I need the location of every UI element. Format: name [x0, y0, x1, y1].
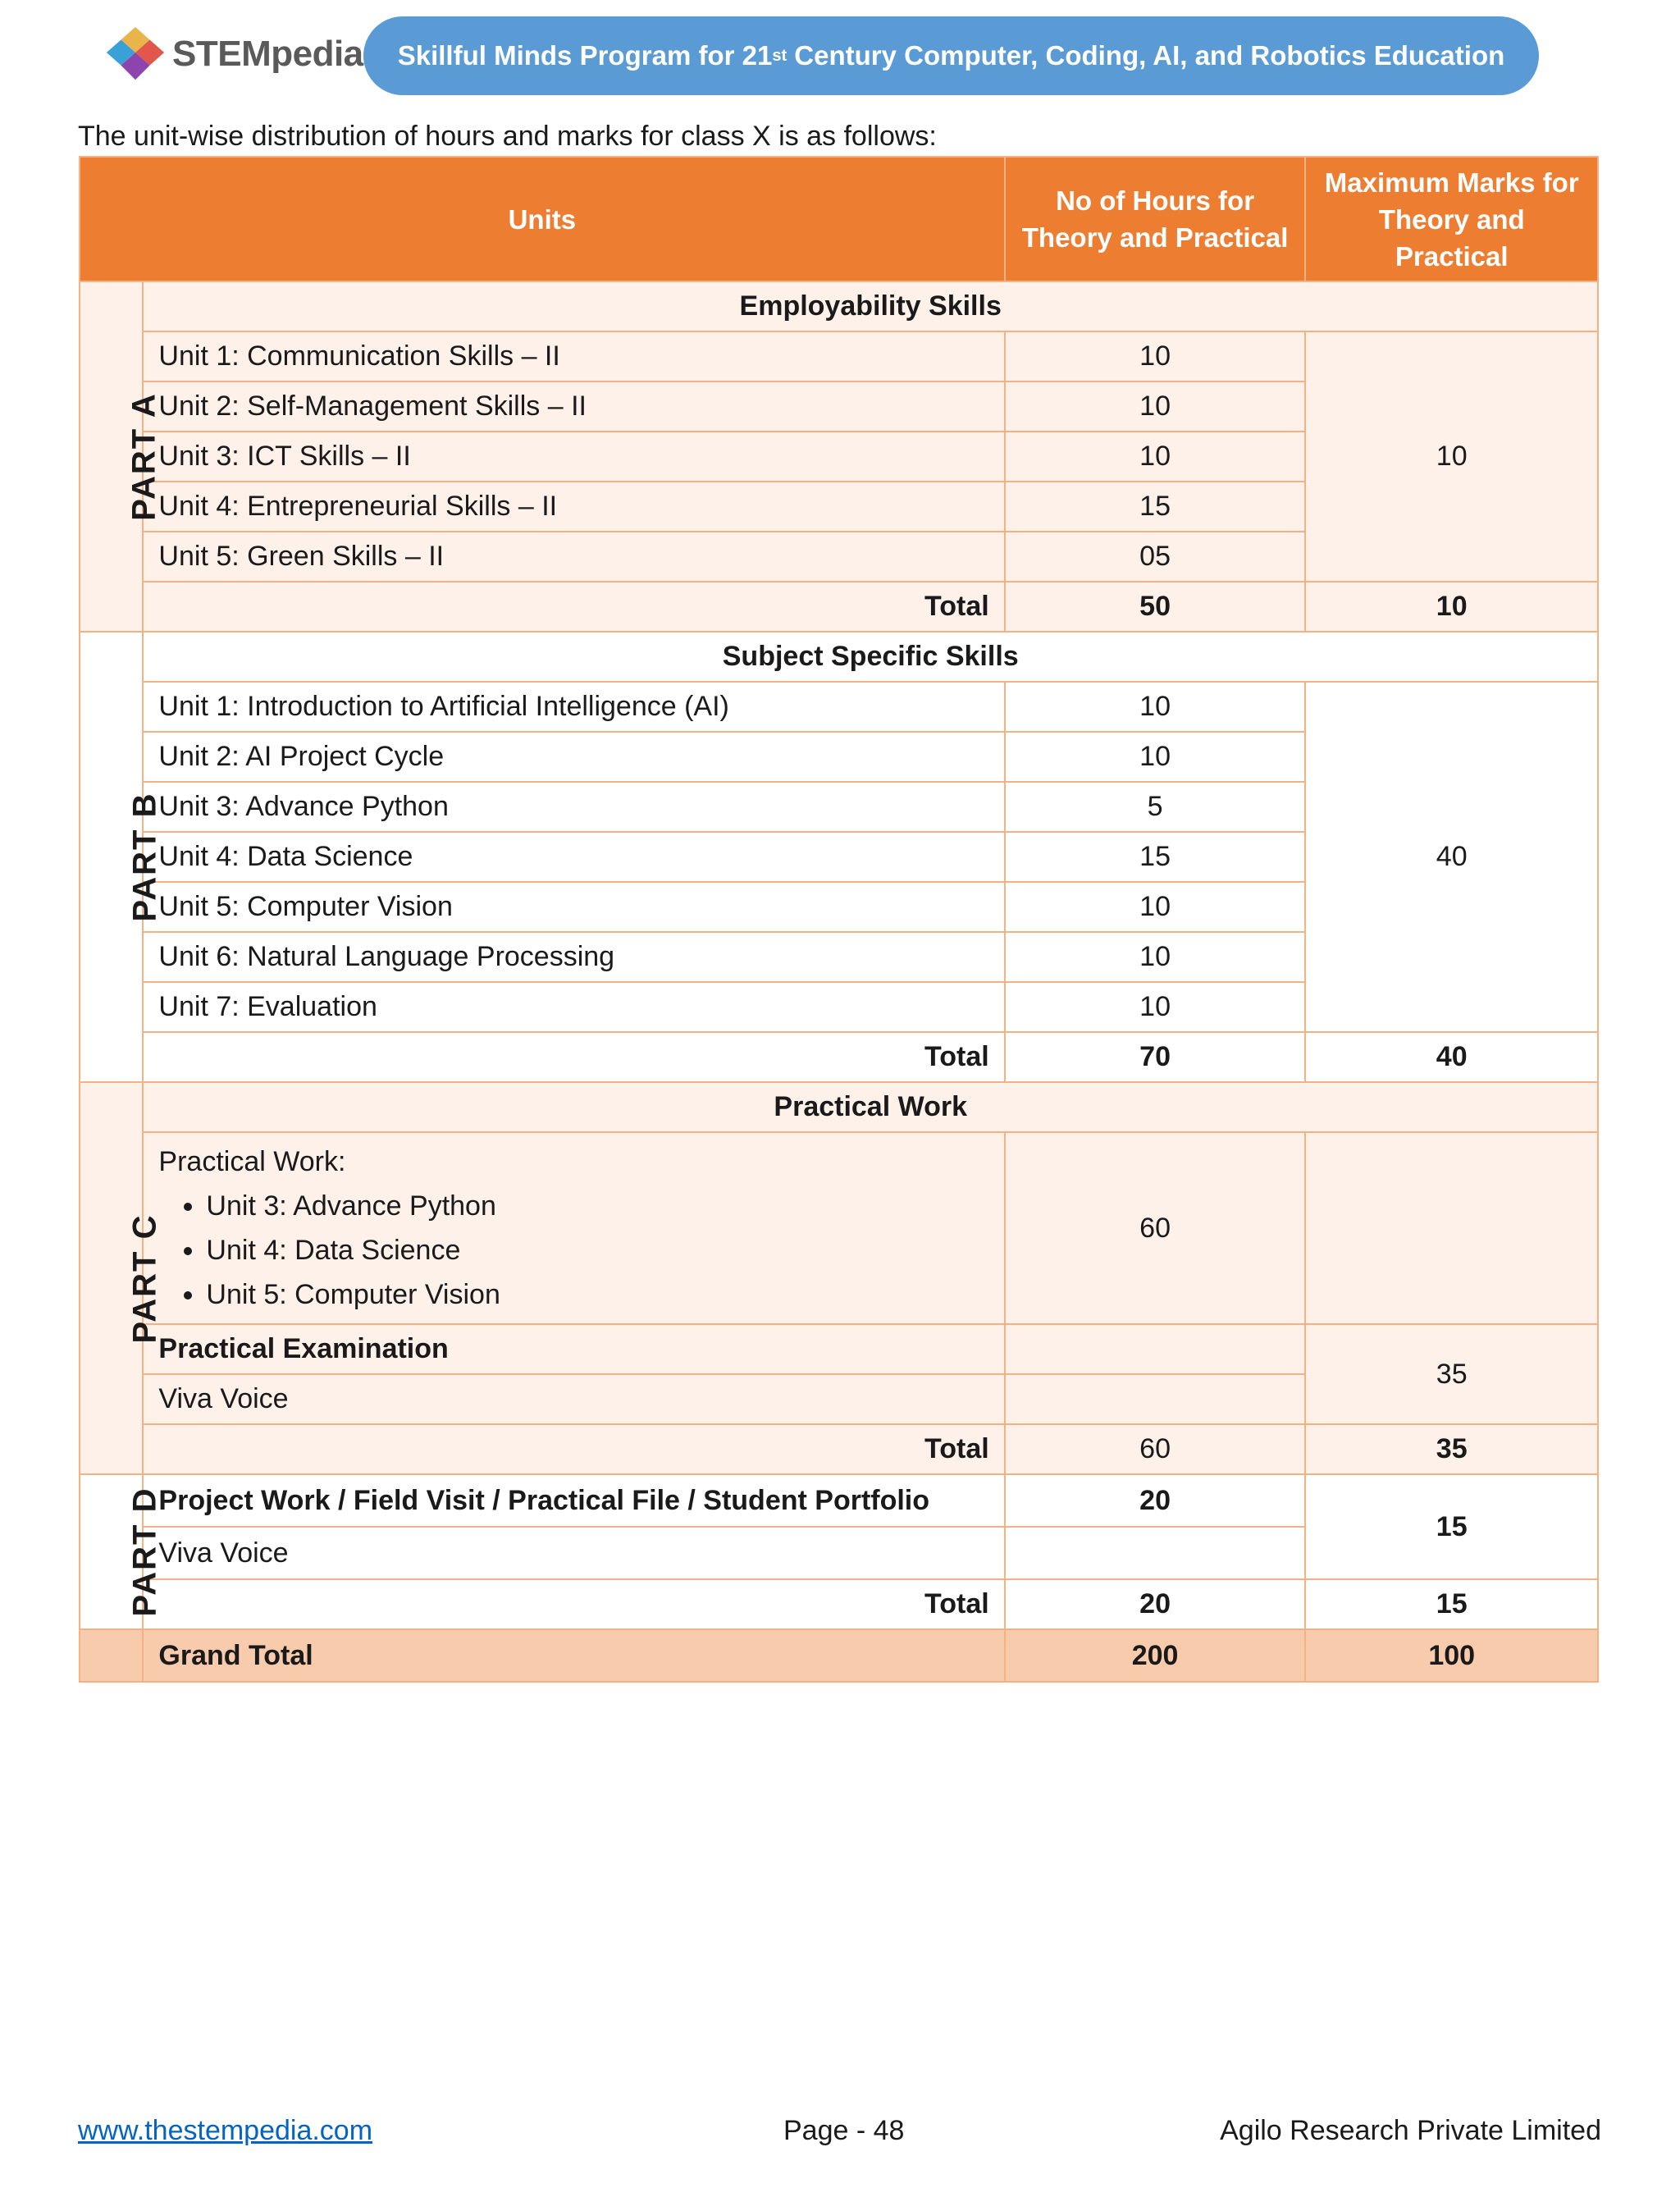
unit-name: Unit 1: Introduction to Artificial Intelligence (AI)	[143, 682, 1004, 732]
total-marks: 15	[1305, 1579, 1598, 1629]
part-c-heading: Practical Work	[143, 1082, 1598, 1132]
project-work-label: Project Work / Field Visit / Practical File / Student Portfolio	[143, 1474, 1004, 1527]
total-label: Total	[143, 1032, 1004, 1082]
unit-hours: 10	[1005, 381, 1306, 432]
total-hours: 20	[1005, 1579, 1306, 1629]
unit-name: Unit 7: Evaluation	[143, 982, 1004, 1032]
company-name: Agilo Research Private Limited	[1220, 2115, 1601, 2146]
table-row	[80, 331, 1598, 381]
practical-exam-row	[80, 1324, 1598, 1374]
header-marks: Maximum Marks for Theory and Practical	[1305, 157, 1598, 281]
unit-hours: 10	[1005, 982, 1306, 1032]
table-row	[80, 682, 1598, 732]
unit-hours: 10	[1005, 331, 1306, 381]
part-a-total-row	[80, 582, 1598, 632]
practical-exam-label: Practical Examination	[143, 1324, 1004, 1374]
total-marks: 40	[1305, 1032, 1598, 1082]
practical-work-title: Practical Work:	[158, 1146, 346, 1177]
part-b-heading-row	[80, 632, 1598, 682]
unit-name: Unit 2: AI Project Cycle	[143, 732, 1004, 782]
practical-exam-marks: 35	[1305, 1324, 1598, 1424]
unit-hours: 10	[1005, 932, 1306, 982]
practical-work-row	[80, 1132, 1598, 1324]
unit-hours: 15	[1005, 832, 1306, 882]
part-b-heading: Subject Specific Skills	[143, 632, 1598, 682]
grand-total-row	[80, 1629, 1598, 1682]
part-a-label: PART A	[126, 392, 162, 521]
practical-exam-hours-empty	[1005, 1324, 1306, 1374]
stempedia-logo	[103, 21, 363, 87]
part-a-heading: Employability Skills	[143, 281, 1598, 331]
unit-name: Unit 4: Entrepreneurial Skills – II	[143, 482, 1004, 532]
part-b-total-row	[80, 1032, 1598, 1082]
stempedia-logo-icon	[103, 22, 167, 86]
total-hours: 70	[1005, 1032, 1306, 1082]
header-hours: No of Hours for Theory and Practical	[1005, 157, 1306, 281]
page-number: Page - 48	[783, 2115, 905, 2146]
unit-name: Unit 5: Computer Vision	[143, 882, 1004, 932]
total-label: Total	[143, 1424, 1004, 1474]
part-b-label: PART B	[126, 792, 163, 922]
unit-hours: 10	[1005, 682, 1306, 732]
unit-name: Unit 1: Communication Skills – II	[143, 331, 1004, 381]
total-label: Total	[143, 1579, 1004, 1629]
grand-total-label: Grand Total	[143, 1629, 1004, 1682]
unit-hours: 10	[1005, 882, 1306, 932]
project-work-row	[80, 1474, 1598, 1527]
banner-text-start: Skillful Minds Program for 21	[397, 40, 773, 71]
banner-text-end: Century Computer, Coding, AI, and Robotics Education	[787, 40, 1505, 71]
part-c-heading-row	[80, 1082, 1598, 1132]
unit-hours: 05	[1005, 532, 1306, 582]
unit-name: Unit 2: Self-Management Skills – II	[143, 381, 1004, 432]
unit-name: Unit 3: ICT Skills – II	[143, 432, 1004, 482]
part-a-label-cell	[80, 281, 162, 632]
unit-name: Unit 4: Data Science	[143, 832, 1004, 882]
website-link[interactable]: www.thestempedia.com	[78, 2115, 373, 2146]
part-b-marks: 40	[1305, 682, 1598, 1032]
project-work-hours: 20	[1005, 1474, 1306, 1527]
viva-voice-hours-empty	[1005, 1374, 1306, 1424]
list-item: • Unit 5: Computer Vision	[206, 1272, 988, 1317]
viva-voice-hours-empty	[1005, 1527, 1306, 1579]
part-a-marks: 10	[1305, 331, 1598, 582]
part-c-label-cell	[80, 1082, 163, 1474]
total-marks: 35	[1305, 1424, 1598, 1474]
practical-work-cell	[143, 1132, 1004, 1324]
total-marks: 10	[1305, 582, 1598, 632]
grand-total-part-empty	[80, 1629, 143, 1682]
distribution-table	[79, 156, 1599, 1683]
program-banner: Skillful Minds Program for 21 st Century Computer, Coding, AI, and Robotics Education	[363, 16, 1539, 95]
practical-work-hours: 60	[1005, 1132, 1306, 1324]
part-d-label: PART D	[126, 1487, 163, 1617]
part-c-total-row	[80, 1424, 1598, 1474]
part-a-heading-row	[80, 281, 1598, 331]
viva-voice-label: Viva Voice	[143, 1374, 1004, 1424]
header-units: Units	[80, 157, 1005, 281]
list-item: • Unit 4: Data Science	[206, 1228, 988, 1272]
unit-name: Unit 3: Advance Python	[143, 782, 1004, 832]
total-hours: 60	[1005, 1424, 1306, 1474]
unit-hours: 10	[1005, 732, 1306, 782]
list-item: • Unit 3: Advance Python	[206, 1184, 988, 1228]
part-d-total-row	[80, 1579, 1598, 1629]
unit-hours: 15	[1005, 482, 1306, 532]
grand-total-hours: 200	[1005, 1629, 1306, 1682]
intro-text: The unit-wise distribution of hours and marks for class X is as follows:	[78, 121, 937, 152]
total-hours: 50	[1005, 582, 1306, 632]
viva-voice-label: Viva Voice	[143, 1527, 1004, 1579]
part-c-label: PART C	[126, 1213, 163, 1343]
practical-work-marks-empty	[1305, 1132, 1598, 1324]
logo-text: STEMpedia	[172, 34, 363, 74]
part-b-label-cell	[80, 632, 163, 1082]
unit-hours: 10	[1005, 432, 1306, 482]
part-d-marks: 15	[1305, 1474, 1598, 1579]
unit-name: Unit 5: Green Skills – II	[143, 532, 1004, 582]
practical-work-list	[158, 1184, 988, 1317]
part-d-label-cell	[80, 1474, 163, 1629]
total-label: Total	[143, 582, 1004, 632]
unit-name: Unit 6: Natural Language Processing	[143, 932, 1004, 982]
grand-total-marks: 100	[1305, 1629, 1598, 1682]
unit-hours: 5	[1005, 782, 1306, 832]
